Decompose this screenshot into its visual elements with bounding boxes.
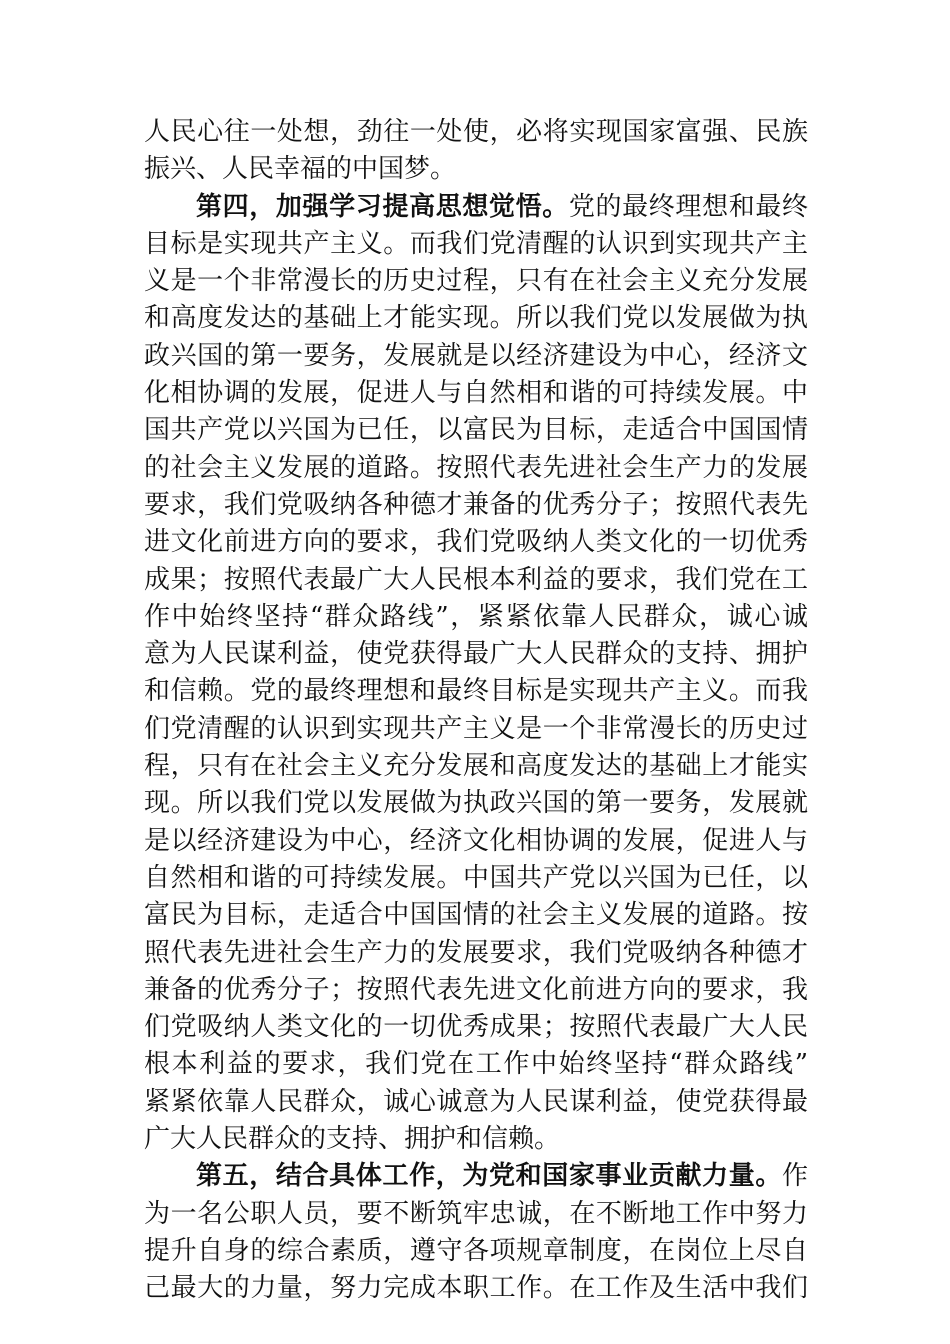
text-line: 作中始终坚持“群众路线”，紧紧依靠人民群众，诚心诚: [144, 601, 808, 632]
text-line: 化相协调的发展，促进人与自然相和谐的可持续发展。中: [144, 378, 808, 409]
text-line: 自然相和谐的可持续发展。中国共产党以兴国为已任，以: [144, 862, 808, 893]
text-line: 根本利益的要求，我们党在工作中始终坚持“群众路线”: [144, 1049, 808, 1080]
text-line: 紧紧依靠人民群众，诚心诚意为人民谋利益，使党获得最: [144, 1086, 808, 1117]
text-line: 国共产党以兴国为已任，以富民为目标，走适合中国国情: [144, 415, 808, 446]
text-line: 们党清醒的认识到实现共产主义是一个非常漫长的历史过: [144, 713, 808, 744]
text-run: 作: [781, 1161, 808, 1192]
paragraph-first-line: [144, 189, 808, 226]
text-line: 人民心往一处想，劲往一处使，必将实现国家富强、民族: [144, 117, 808, 147]
paragraph-first-line: [144, 1158, 808, 1195]
text-line: 义是一个非常漫长的历史过程，只有在社会主义充分发展: [144, 266, 808, 297]
text-line: 现。所以我们党以发展做为执政兴国的第一要务，发展就: [144, 788, 808, 819]
text-line: 政兴国的第一要务，发展就是以经济建设为中心，经济文: [144, 340, 808, 371]
text-line: 和信赖。党的最终理想和最终目标是实现共产主义。而我: [144, 676, 808, 707]
text-line: 进文化前进方向的要求，我们党吸纳人类文化的一切优秀: [144, 527, 808, 558]
text-line: 广大人民群众的支持、拥护和信赖。: [144, 1124, 561, 1155]
text-line: 意为人民谋利益，使党获得最广大人民群众的支持、拥护: [144, 639, 808, 670]
text-line: 振兴、人民幸福的中国梦。: [144, 154, 457, 185]
text-line: 己最大的力量，努力完成本职工作。在工作及生活中我们: [144, 1273, 808, 1304]
text-line: 的社会主义发展的道路。按照代表先进社会生产力的发展: [144, 452, 808, 483]
text-run: 党的最终理想和最终: [568, 191, 808, 222]
text-line: 为一名公职人员，要不断筑牢忠诚，在不断地工作中努力: [144, 1198, 808, 1229]
section-heading: 第四，加强学习提高思想觉悟。: [196, 191, 569, 222]
text-line: 是以经济建设为中心，经济文化相协调的发展，促进人与: [144, 825, 808, 856]
text-line: 成果；按照代表最广大人民根本利益的要求，我们党在工: [144, 564, 808, 595]
text-line: 和高度发达的基础上才能实现。所以我们党以发展做为执: [144, 303, 808, 334]
text-line: 们党吸纳人类文化的一切优秀成果；按照代表最广大人民: [144, 1012, 808, 1043]
body-text: [144, 114, 808, 1308]
text-line: 照代表先进社会生产力的发展要求，我们党吸纳各种德才: [144, 937, 808, 968]
text-line: 要求，我们党吸纳各种德才兼备的优秀分子；按照代表先: [144, 489, 808, 520]
text-line: 兼备的优秀分子；按照代表先进文化前进方向的要求，我: [144, 974, 808, 1005]
text-line: 提升自身的综合素质，遵守各项规章制度，在岗位上尽自: [144, 1235, 808, 1266]
section-heading: 第五，结合具体工作，为党和国家事业贡献力量。: [196, 1161, 782, 1192]
text-line: 程，只有在社会主义充分发展和高度发达的基础上才能实: [144, 751, 808, 782]
text-line: 富民为目标，走适合中国国情的社会主义发展的道路。按: [144, 900, 808, 931]
text-line: 目标是实现共产主义。而我们党清醒的认识到实现共产主: [144, 228, 808, 259]
